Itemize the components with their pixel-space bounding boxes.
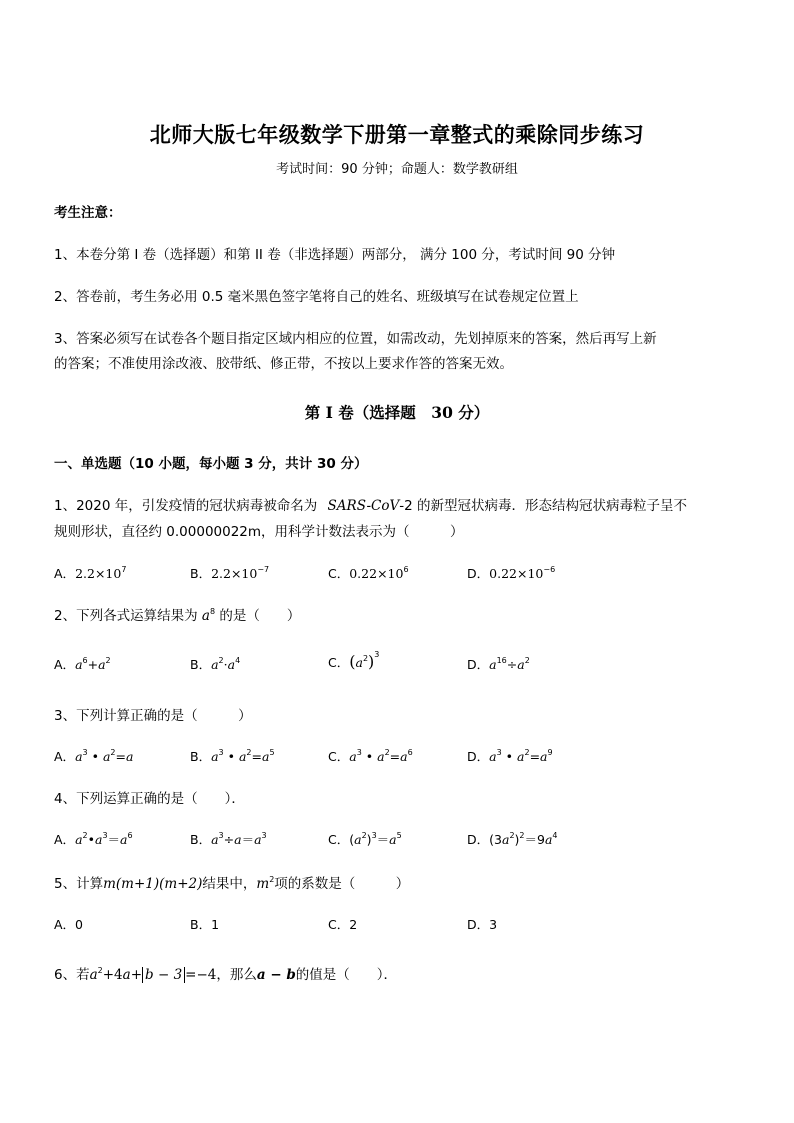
question-3-stem: 3、下列计算正确的是（ ） — [54, 708, 252, 724]
question-1-pre: 1、2020 年，引发疫情的冠状病毒被命名为 — [54, 498, 318, 514]
question-1-line-1 — [54, 494, 687, 514]
q1-option-b[interactable]: B．$2.2\times 10^{-7}$ — [190, 565, 270, 581]
absolute-value-expr: b − 3 — [142, 967, 185, 983]
q2-option-b[interactable]: B．$a^2\cdot a^4$ — [190, 656, 241, 672]
section-title: 第 I 卷（选择题 30 分） — [304, 403, 490, 422]
notice-item-2: 2、答卷前，考生务必用 0.5 毫米黑色签字笔将自己的姓名、班级填写在试卷规定位置上 — [54, 289, 579, 305]
q4-option-d[interactable]: D．$(3a^2)^2=9a^4$ — [467, 831, 558, 847]
q3-option-c[interactable]: C．$a^3$ • $a^2=a^6$ — [328, 748, 413, 764]
q2-option-d[interactable]: D．$a^{16}\div a^2$ — [467, 656, 530, 672]
q2-option-c[interactable]: C．$(a^2)^3$ — [328, 650, 380, 671]
question-6-stem: 6、若$a^2+4a+ b - 3 =-4$，那么a − b的值是（ ）． — [54, 966, 398, 983]
question-1-line-2: 规则形状，直径约 0.00000022m，用科学计数法表示为（ ） — [54, 524, 464, 540]
notice-heading: 考生注意： — [54, 205, 122, 221]
q5-option-d[interactable]: D．3 — [467, 917, 498, 932]
question-5-stem: 5、计算m(m+1)(m+2)结果中，$m^2$项的系数是（ ） — [54, 875, 410, 892]
q4-option-b[interactable]: B．$a^3\div a=a^3$ — [190, 831, 267, 847]
q4-option-c[interactable]: C．$(a^2)^3=a^5$ — [328, 831, 402, 847]
q1-option-a[interactable]: A．$2.2\times 10^7$ — [54, 565, 127, 581]
q3-option-d[interactable]: D．$a^3$ • $a^2=a^9$ — [467, 748, 553, 764]
q5-option-a[interactable]: A．0 — [54, 917, 84, 932]
q3-option-a[interactable]: A．$a^3$ • $a^2=a$ — [54, 748, 134, 764]
q5-option-c[interactable]: C．2 — [328, 917, 358, 932]
q3-option-b[interactable]: B．$a^3$ • $a^2=a^5$ — [190, 748, 275, 764]
notice-item-1: 1、本卷分第 I 卷（选择题）和第 II 卷（非选择题）两部分， 满分 100 分，考试时间 90 分钟 — [54, 247, 616, 263]
q2-option-a[interactable]: A．$a^6+a^2$ — [54, 656, 111, 672]
notice-item-3-line-2: 的答案；不准使用涂改液、胶带纸、修正带，不按以上要求作答的答案无效。 — [54, 356, 513, 372]
question-1-term-tail: -2 的新型冠状病毒．形态结构冠状病毒粒子呈不 — [399, 498, 687, 514]
q1-option-c[interactable]: C．$0.22\times 10^6$ — [328, 565, 409, 581]
exam-subtitle: 考试时间：90 分钟；命题人：数学教研组 — [276, 162, 518, 177]
question-4-stem: 4、下列运算正确的是（ ）． — [54, 791, 245, 807]
page-title: 北师大版七年级数学下册第一章整式的乘除同步练习 — [149, 122, 645, 147]
q4-option-a[interactable]: A．$a^2•a^3=a^6$ — [54, 831, 133, 847]
question-2-stem: 2、下列各式运算结果为 $a^8$ 的是（ ） — [54, 607, 301, 624]
q5-option-b[interactable]: B．1 — [190, 917, 220, 932]
notice-item-3-line-1: 3、答案必须写在试卷各个题目指定区域内相应的位置，如需改动，先划掉原来的答案，然后再写上新 — [54, 331, 657, 347]
part-heading: 一、单选题（10 小题，每小题 3 分，共计 30 分） — [54, 456, 368, 472]
q1-option-d[interactable]: D．$0.22\times 10^{-6}$ — [467, 565, 556, 581]
question-1-term: SARS-CoV — [327, 498, 400, 514]
